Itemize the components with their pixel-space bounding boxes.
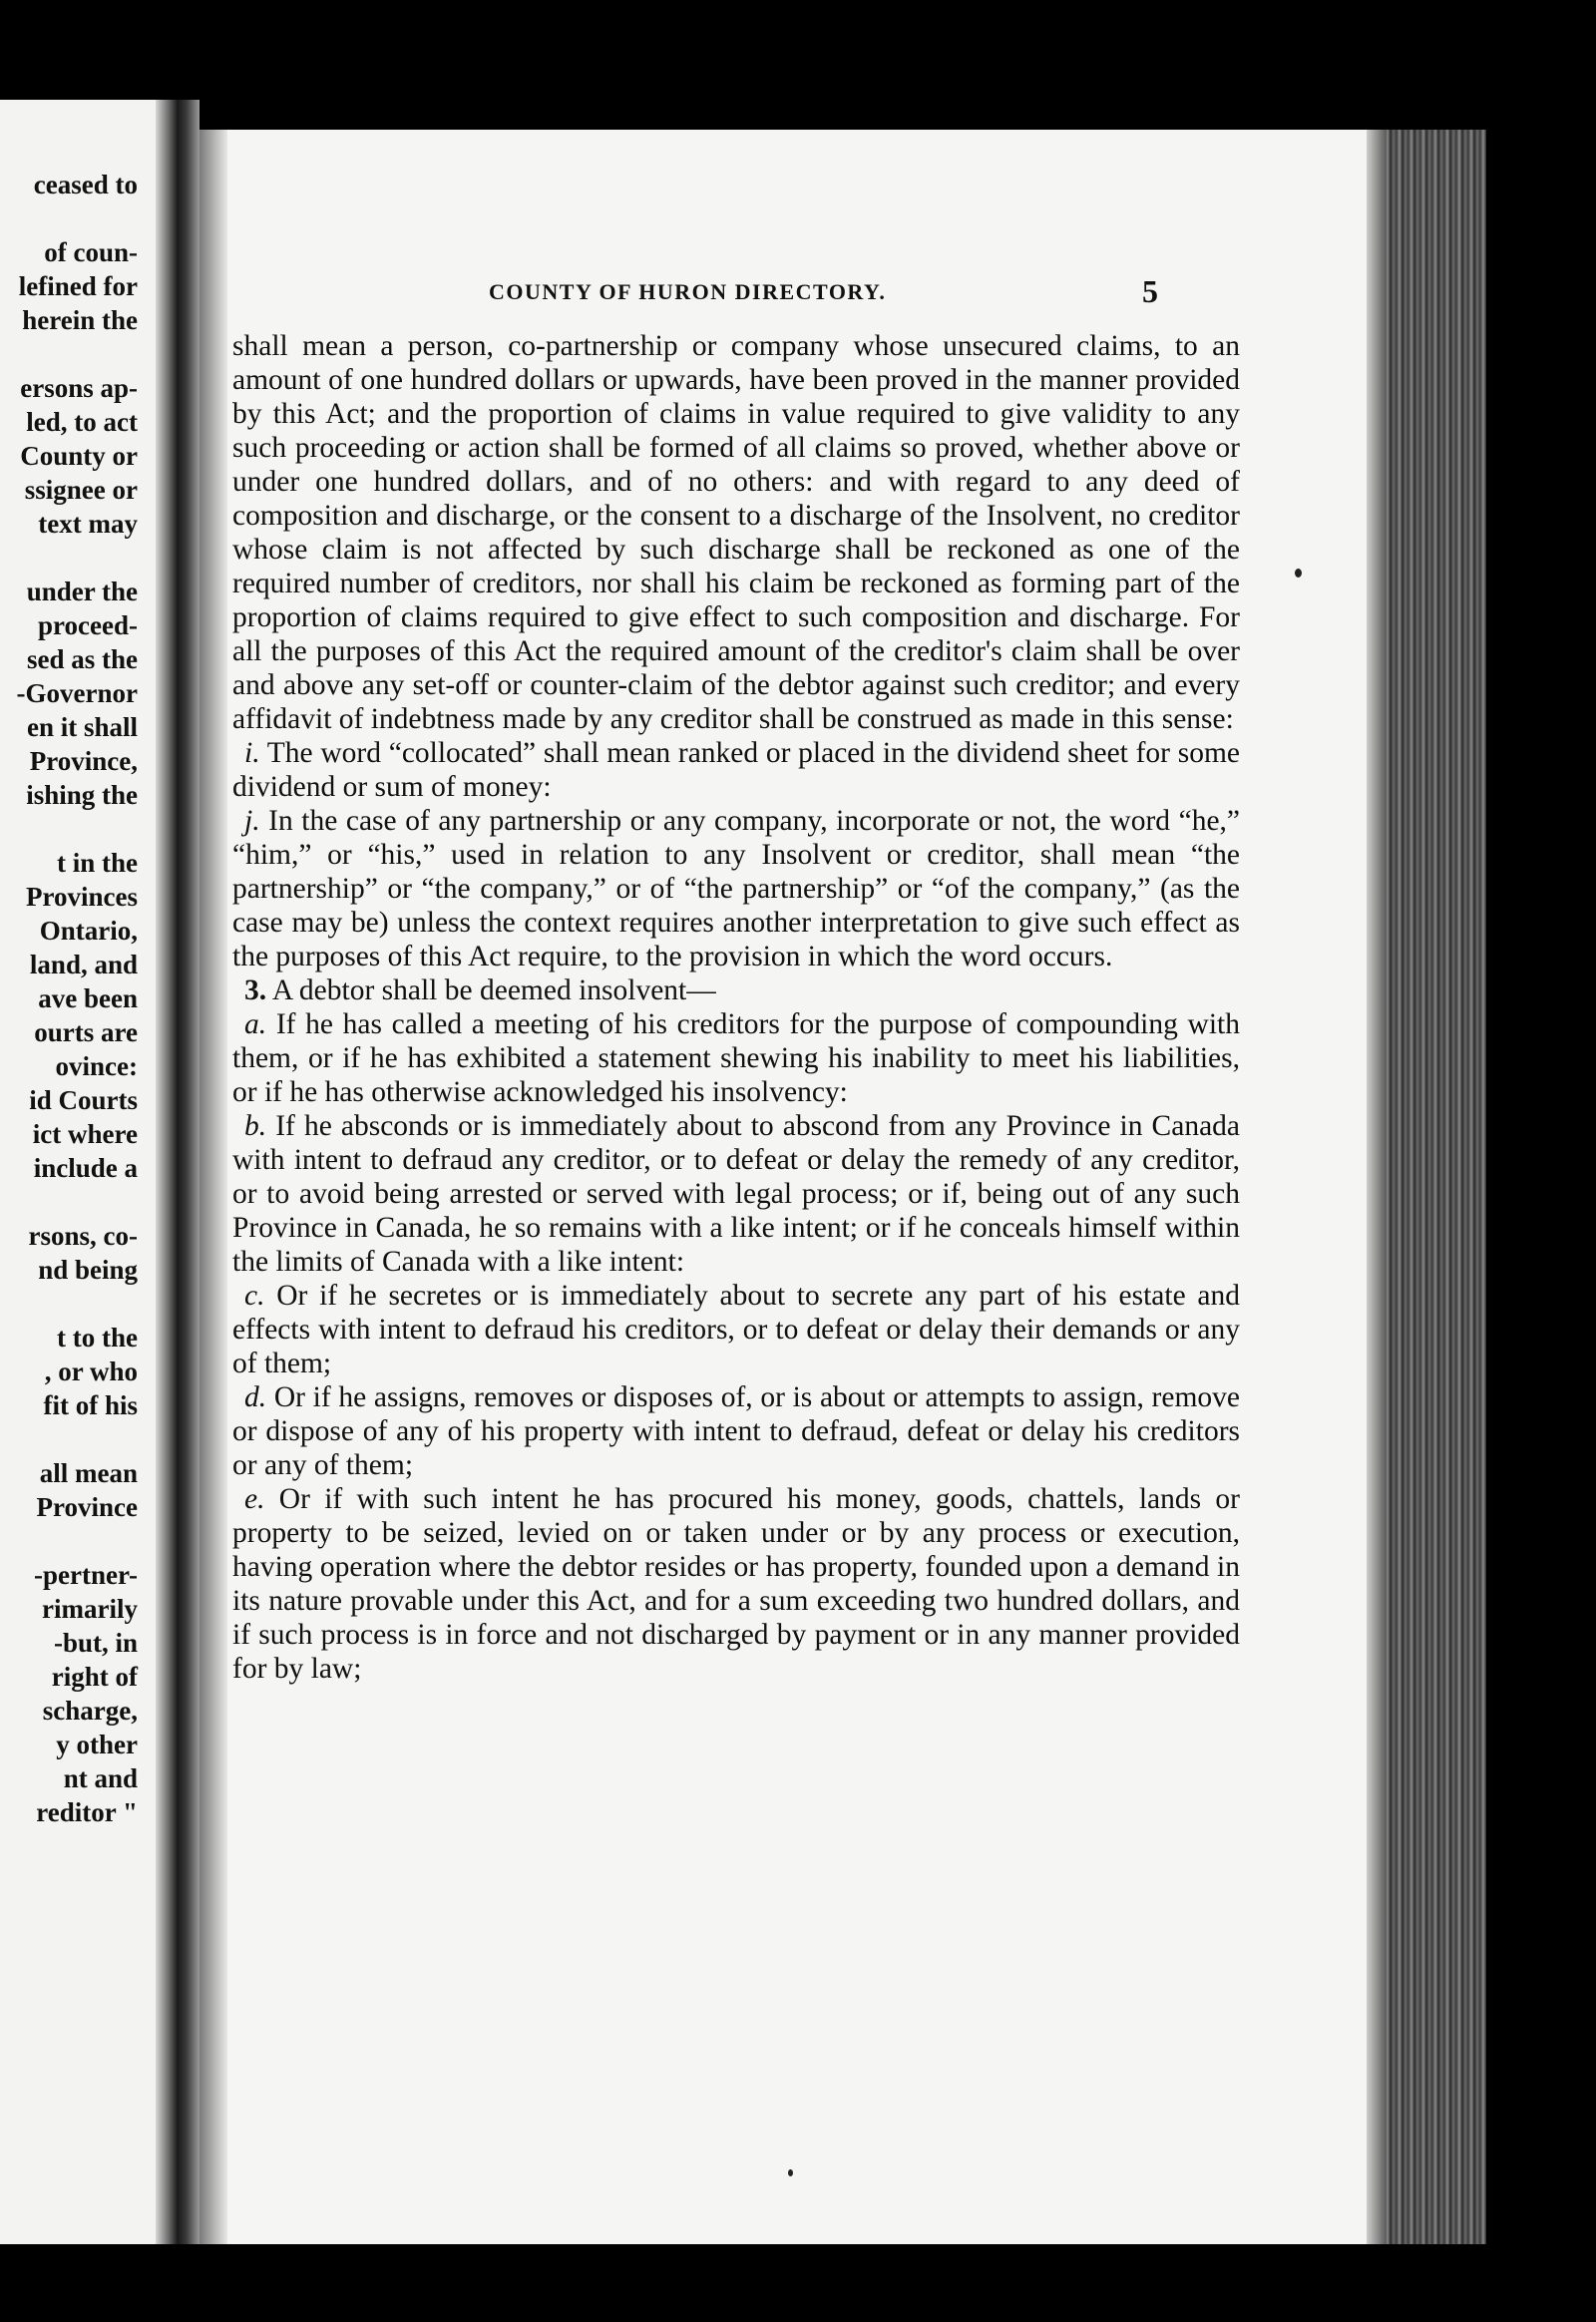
page-edges	[1367, 130, 1486, 2244]
left-page-line: rimarily	[42, 1594, 138, 1624]
paragraph-text: Or if he secretes or is immediately about to secrete any part of his estate and effects with intent to defraud his creditors, or to defeat or delay their demands or any of them;	[232, 1280, 1240, 1379]
clause-letter: c.	[244, 1280, 265, 1312]
left-page-line: scharge,	[42, 1696, 138, 1726]
book-spine	[178, 100, 200, 2244]
left-page-line: t in the	[57, 848, 138, 878]
left-facing-page	[0, 100, 178, 2244]
left-page-line: id Courts	[29, 1085, 138, 1115]
page-curl-shadow	[200, 130, 227, 2244]
paragraph-e	[232, 1482, 1240, 1686]
left-page-gap	[17, 201, 138, 235]
running-head: COUNTY OF HURON DIRECTORY.	[489, 279, 887, 304]
paragraph-d	[232, 1380, 1240, 1482]
left-page-gap	[17, 1524, 138, 1558]
paragraph-c	[232, 1279, 1240, 1380]
paragraph-text: Or if with such intent he has procured his money, goods, chattels, lands or property to be seized, levied on or taken under or by any process or execution, having operation where the debtor resides or has property, founded upon a demand in its nature provable under this Act, and for a sum exceeding two hundred dollars, and if such process is in force and not discharged by payment or in any manner provided for by law;	[232, 1483, 1240, 1685]
left-page-line: under the	[26, 577, 138, 606]
clause-letter: e.	[244, 1483, 265, 1515]
left-page-line: nd being	[38, 1255, 138, 1285]
left-page-gap	[17, 337, 138, 371]
gutter-shadow	[156, 100, 178, 2244]
left-page-gap	[17, 812, 138, 846]
left-page-line: t to the	[57, 1323, 138, 1353]
left-page-line: reditor "	[36, 1797, 138, 1827]
left-page-line: rsons, co-	[28, 1221, 138, 1251]
page-number: 5	[1142, 273, 1158, 309]
left-page-gap	[17, 1287, 138, 1321]
clause-letter: b.	[244, 1110, 267, 1142]
section-3	[232, 973, 1240, 1007]
left-page-line: herein the	[22, 305, 138, 335]
left-page-line: proceed-	[38, 610, 138, 640]
left-page-line: -but, in	[53, 1628, 138, 1658]
left-page-text	[17, 100, 138, 1897]
left-page-gap	[17, 1422, 138, 1456]
left-page-line: nt and	[63, 1763, 138, 1793]
left-page-line: ovince:	[55, 1051, 138, 1081]
ink-speck	[1295, 569, 1302, 578]
paragraph-b	[232, 1109, 1240, 1279]
left-page-line: lefined for	[18, 271, 138, 301]
page-edge-highlight	[1367, 130, 1387, 2244]
left-page-line: include a	[33, 1153, 138, 1183]
left-page-line: led, to act	[26, 407, 138, 437]
left-page-line: right of	[51, 1662, 138, 1692]
left-page-line: land, and	[29, 950, 138, 979]
paragraph-text: If he has called a meeting of his creditors for the purpose of compounding with them, or if he has exhibited a statement shewing his inability to meet his liabilities, or if he has otherwise acknowledged his insolvency:	[232, 1008, 1241, 1108]
ink-speck	[788, 2169, 793, 2176]
paragraph-a	[232, 1007, 1240, 1109]
paragraph-text: If he absconds or is immediately about to abscond from any Province in Canada with intent to defraud any creditor, or to defeat or delay the remedy of any creditor, or to avoid being arrested or served with legal process; or if, being out of any such Province in Canada, he so remains with a like intent; or if he conceals himself within the limits of Canada with a like intent:	[232, 1110, 1241, 1278]
left-page-line: sed as the	[26, 644, 138, 674]
left-page-line: ave been	[38, 983, 138, 1013]
section-number: 3.	[244, 974, 267, 1006]
paragraph-text: A debtor shall be deemed insolvent—	[271, 974, 716, 1006]
left-page-line: ersons ap-	[20, 373, 138, 403]
left-page-gap	[17, 1185, 138, 1219]
clause-letter: d.	[244, 1381, 267, 1413]
left-page-line: Provinces	[26, 882, 138, 912]
left-page-line: ourts are	[34, 1017, 138, 1047]
body-text	[232, 329, 1240, 1686]
clause-letter: i.	[244, 737, 260, 769]
paragraph-text: In the case of any partnership or any company, incorporate or not, the word “he,” “him,” or “his,” used in relation to any Insolvent or creditor, shall mean “the partnership” or “the company,” or of “the partnership” or “of the company,” (as the case may be) unless the context requires another interpretation to give such effect as the purposes of this Act require, to the provision in which the word occurs.	[232, 805, 1241, 972]
paragraph-text: shall mean a person, co-partnership or company whose unsecured claims, to an amount of one hundred dollars or upwards, have been proved in the manner provided by this Act; and the proportion of claims in value required to give validity to any such proceeding or action shall be formed of all claims so proved, whether above or under one hundred dollars, and of no others: and with regard to any deed of composition and discharge, or the consent to a discharge of the Insolvent, no creditor whose claim is not affected by such discharge shall be reckoned as one of the required number of creditors, nor shall his claim be reckoned as forming part of the proportion of claims required to give effect to such composition and discharge. For all the purposes of this Act the required amount of the creditor's claim shall be over and above any set-off or counter-claim of the debtor against such creditor; and every affidavit of indebtness made by any creditor shall be construed as made in this sense:	[232, 330, 1240, 735]
left-page-line: y other	[56, 1730, 138, 1759]
paragraph-j	[232, 804, 1240, 973]
paragraph-definition-continued	[232, 329, 1240, 736]
left-page-line: ceased to	[33, 170, 138, 199]
left-page-line: -pertner-	[34, 1560, 138, 1590]
paragraph-text: The word “collocated” shall mean ranked or placed in the dividend sheet for some dividend or sum of money:	[232, 737, 1240, 803]
left-page-line: of coun-	[44, 237, 138, 267]
left-page-line: Province	[36, 1492, 138, 1522]
left-page-line: fit of his	[43, 1390, 138, 1420]
left-page-line: County or	[20, 441, 138, 471]
page-header	[200, 273, 1367, 319]
clause-letter: j.	[244, 805, 260, 837]
left-page-line: Ontario,	[39, 916, 138, 946]
left-page-line: , or who	[44, 1356, 138, 1386]
left-page-gap	[17, 541, 138, 575]
left-page-line: text may	[38, 509, 138, 539]
left-page-line: ishing the	[26, 780, 138, 810]
left-page-line: ict where	[32, 1119, 138, 1149]
left-page-line: -Governor	[16, 678, 138, 708]
paragraph-i	[232, 736, 1240, 804]
left-page-line: all mean	[39, 1458, 138, 1488]
left-page-line: ssignee or	[24, 475, 138, 505]
main-page	[200, 130, 1367, 2244]
paragraph-text: Or if he assigns, removes or disposes of, or is about or attempts to assign, remove or dispose of any of his property with intent to defraud, defeat or delay his creditors or any of them;	[232, 1381, 1240, 1481]
left-page-line: Province,	[29, 746, 138, 776]
clause-letter: a.	[244, 1008, 267, 1040]
left-page-line: en it shall	[26, 712, 138, 742]
